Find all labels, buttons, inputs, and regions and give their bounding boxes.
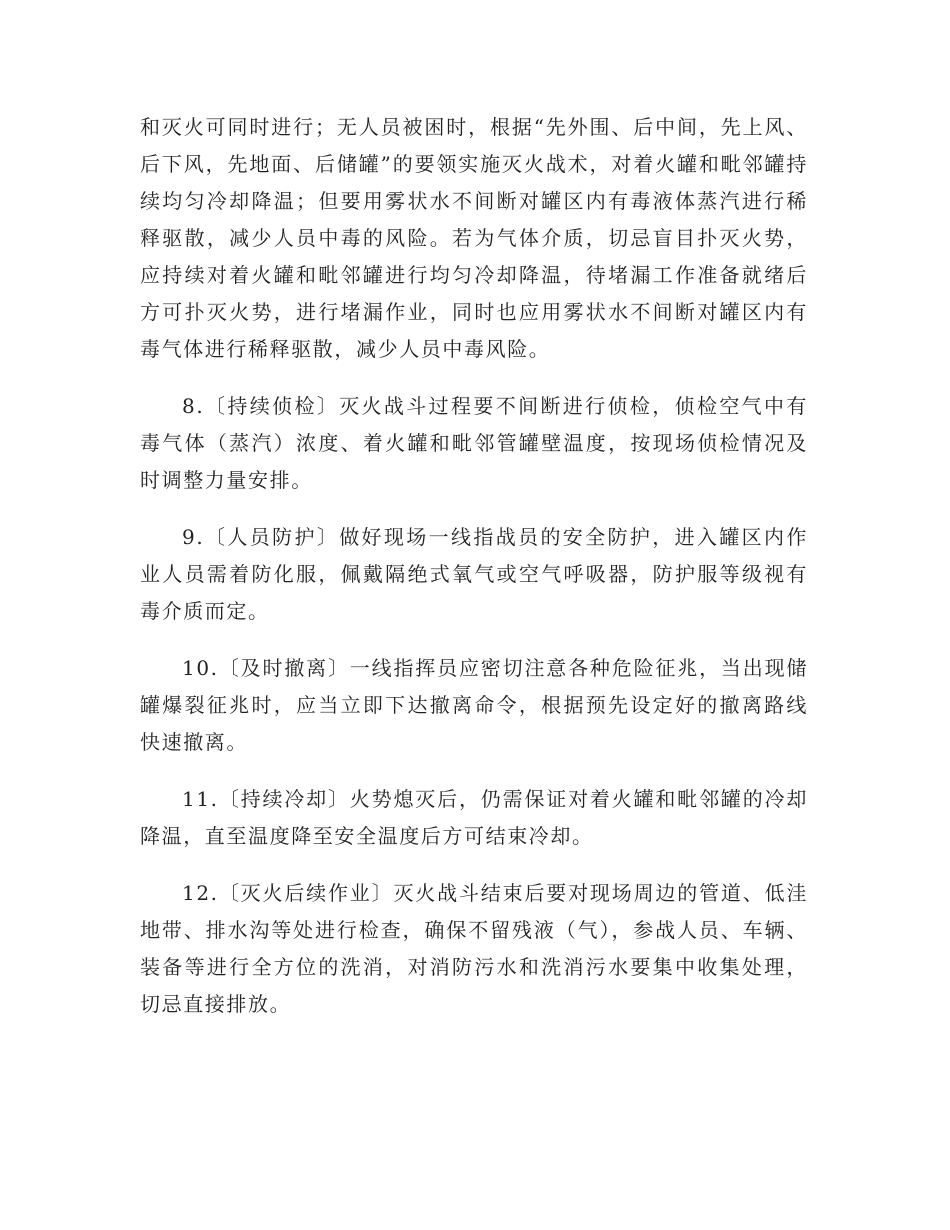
paragraph-item-11: 11.〔持续冷却〕火势熄灭后，仍需保证对着火罐和毗邻罐的冷却降温，直至温度降至安全温度后方可结束冷却。 xyxy=(140,787,808,848)
document-body xyxy=(140,109,808,1043)
paragraph-item-10: 10.〔及时撤离〕一线指挥员应密切注意各种危险征兆，当出现储罐爆裂征兆时，应当立即下达撤离命令，根据预先设定好的撤离路线快速撤离。 xyxy=(140,656,808,754)
paragraph-item-9: 9.〔人员防护〕做好现场一线指战员的安全防护，进入罐区内作业人员需着防化服，佩戴隔绝式氧气或空气呼吸器，防护服等级视有毒介质而定。 xyxy=(140,525,808,623)
paragraph-continuation: 和灭火可同时进行；无人员被困时，根据“先外围、后中间，先上风、后下风，先地面、后储罐”的要领实施灭火战术，对着火罐和毗邻罐持续均匀冷却降温；但要用雾状水不间断对罐区内有毒液体蒸汽进行稀释驱散，减少人员中毒的风险。若为气体介质，切忌盲目扑灭火势，应持续对着火罐和毗邻罐进行均匀冷却降温，待堵漏工作准备就绪后方可扑灭火势，进行堵漏作业，同时也应用雾状水不间断对罐区内有毒气体进行稀释驱散，减少人员中毒风险。 xyxy=(140,115,808,361)
paragraph-item-12: 12.〔灭火后续作业〕灭火战斗结束后要对现场周边的管道、低洼地带、排水沟等处进行检查，确保不留残液（气），参战人员、车辆、装备等进行全方位的洗消，对消防污水和洗消污水要集中收集处理，切忌直接排放。 xyxy=(140,881,808,1016)
paragraph-item-8: 8.〔持续侦检〕灭火战斗过程要不间断进行侦检，侦检空气中有毒气体（蒸汽）浓度、着火罐和毗邻管罐壁温度，按现场侦检情况及时调整力量安排。 xyxy=(140,394,808,492)
